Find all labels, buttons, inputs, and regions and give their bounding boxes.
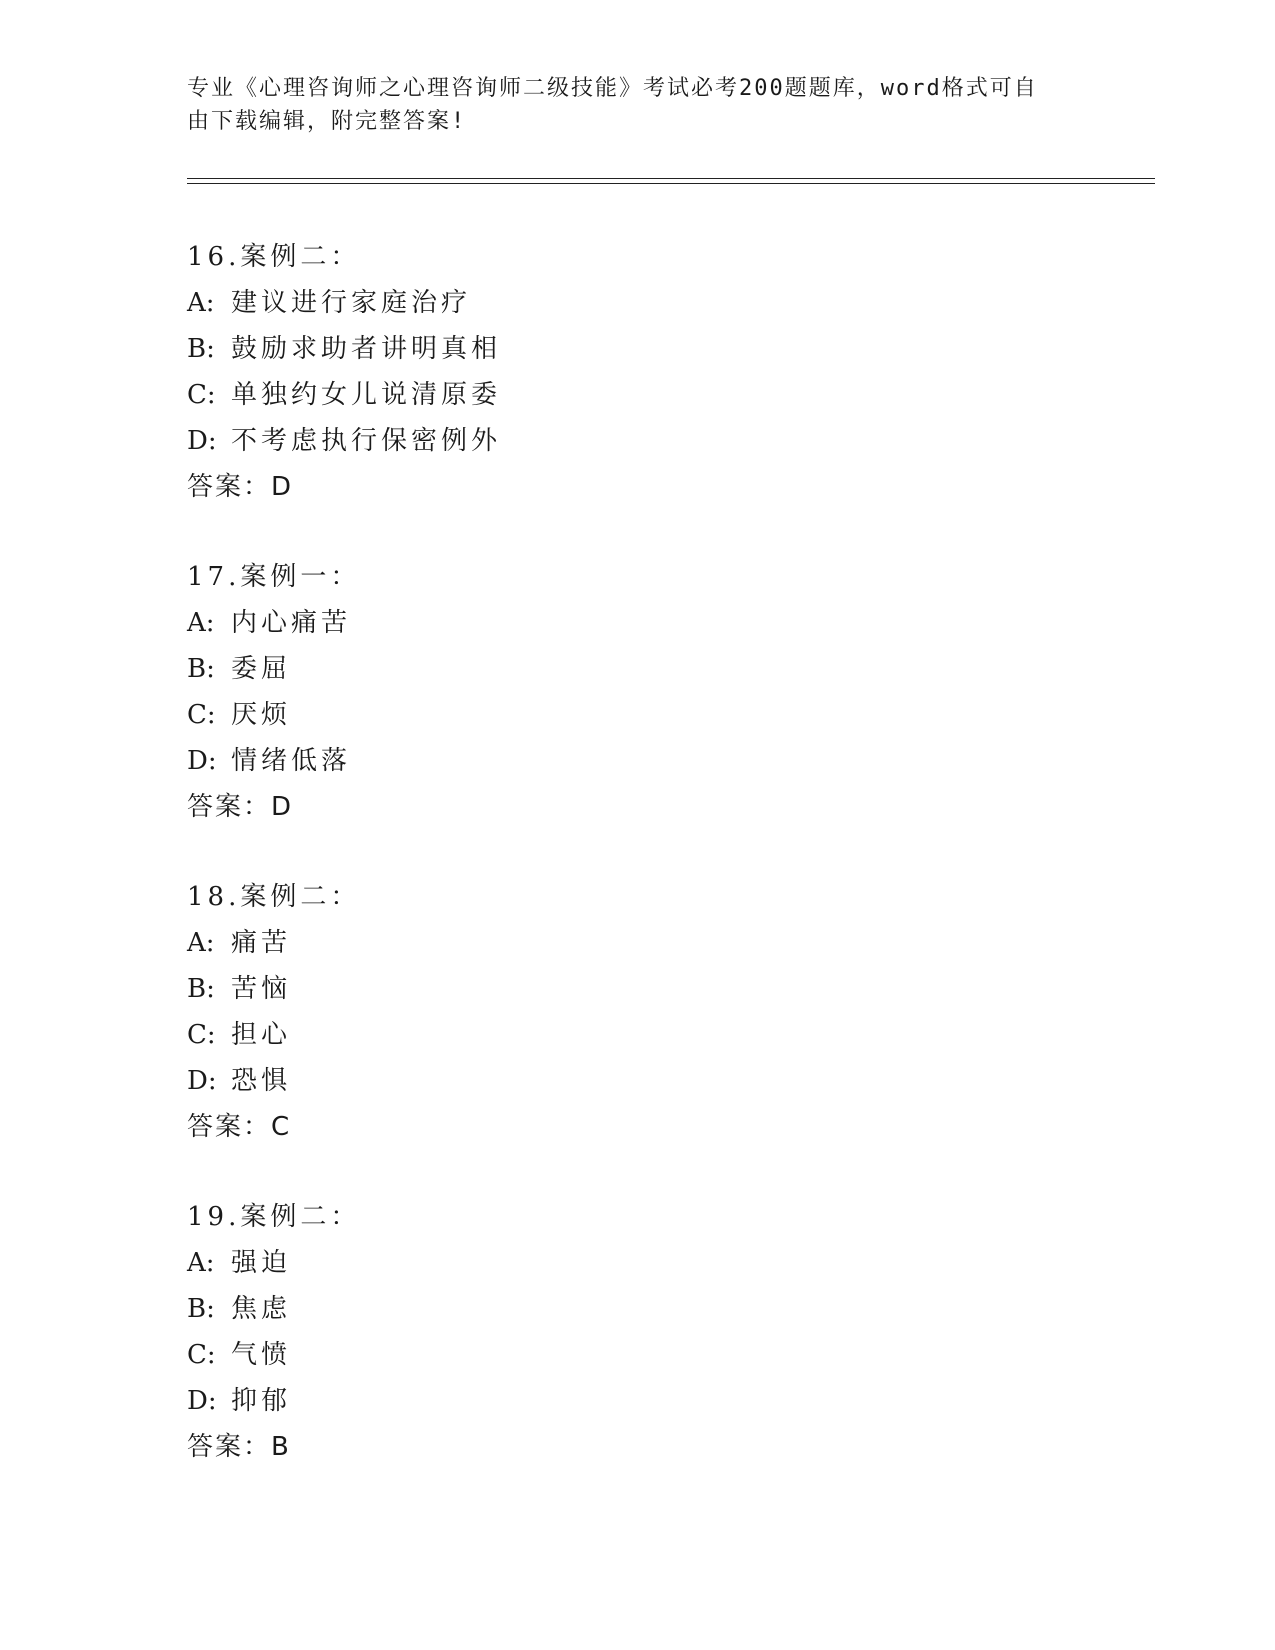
option-text: 不考虑执行保密例外 [231,426,502,456]
option-key: C: [187,700,216,730]
option-text: 单独约女儿说清原委 [231,380,502,410]
option-a [187,280,1087,326]
question-18 [187,874,1087,1194]
option-text: 强迫 [231,1248,292,1278]
option-text: 抑郁 [231,1386,292,1416]
option-key: C: [187,1020,216,1050]
option-key: D: [187,746,217,776]
question-list [187,234,1087,1514]
header-line-2: 由下载编辑，附完整答案! [187,109,467,134]
option-text: 鼓励求助者讲明真相 [231,334,502,364]
option-key: D: [187,1386,217,1416]
question-stem: 16.案例二： [187,242,361,272]
question-stem: 17.案例一： [187,562,361,592]
option-text: 焦虑 [231,1294,292,1324]
option-text: 气愤 [231,1340,292,1370]
header-divider-bottom [187,183,1155,184]
question-stem: 19.案例二： [187,1202,361,1232]
option-key: D: [187,1066,217,1096]
option-b [187,966,1087,1012]
option-key: B: [187,1294,215,1324]
question-19 [187,1194,1087,1514]
option-d [187,1378,1087,1424]
option-key: C: [187,1340,216,1370]
answer-line: 答案：D [187,792,294,822]
document-header [187,72,1067,138]
option-d [187,418,1087,464]
option-text: 建议进行家庭治疗 [231,288,472,318]
option-text: 恐惧 [231,1066,292,1096]
answer-line: 答案：B [187,1432,291,1462]
option-d [187,738,1087,784]
option-key: A: [187,928,215,958]
option-text: 厌烦 [231,700,292,730]
option-c [187,372,1087,418]
option-key: B: [187,654,215,684]
option-b [187,646,1087,692]
option-key: B: [187,974,215,1004]
option-key: A: [187,1248,215,1278]
answer-line: 答案：C [187,1112,292,1142]
header-line-1: 专业《心理咨询师之心理咨询师二级技能》考试必考200题题库，word格式可自 [187,76,1038,101]
header-divider-top [187,178,1155,179]
option-text: 委屈 [231,654,292,684]
option-a [187,920,1087,966]
option-c [187,1332,1087,1378]
option-a [187,600,1087,646]
option-c [187,1012,1087,1058]
option-key: C: [187,380,216,410]
option-key: A: [187,608,215,638]
option-text: 情绪低落 [231,746,352,776]
option-c [187,692,1087,738]
option-key: D: [187,426,217,456]
option-key: B: [187,334,215,364]
option-b [187,1286,1087,1332]
question-16 [187,234,1087,554]
option-b [187,326,1087,372]
option-text: 担心 [231,1020,292,1050]
question-17 [187,554,1087,874]
option-d [187,1058,1087,1104]
option-text: 内心痛苦 [231,608,352,638]
question-stem: 18.案例二： [187,882,361,912]
option-text: 苦恼 [231,974,292,1004]
option-a [187,1240,1087,1286]
option-key: A: [187,288,215,318]
answer-line: 答案：D [187,472,294,502]
option-text: 痛苦 [231,928,292,958]
